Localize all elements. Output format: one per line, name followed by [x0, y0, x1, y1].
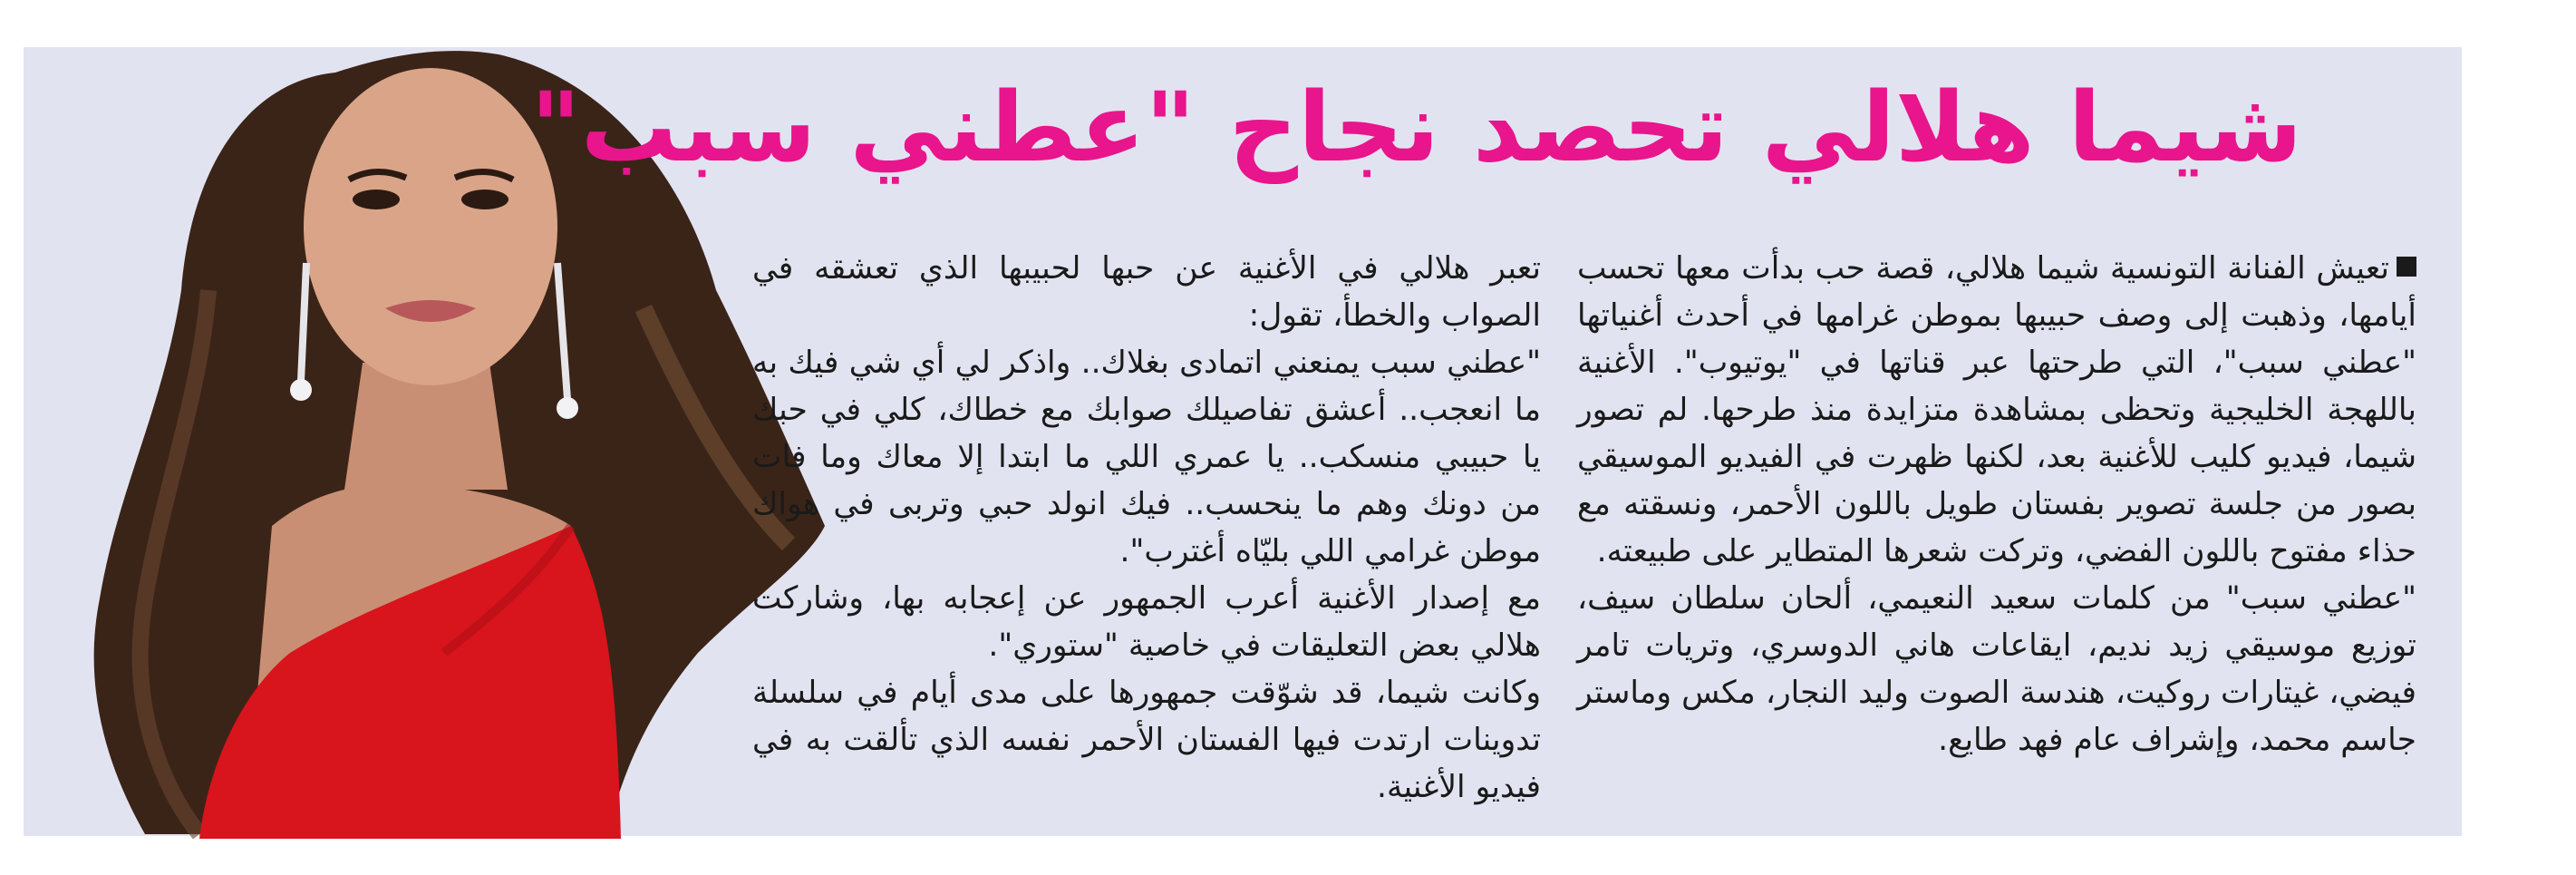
article-headline: شيما هلالي تحصد نجاح "عطني سبب": [530, 72, 2302, 183]
face: [304, 68, 557, 385]
article-column-right: [1577, 245, 2416, 763]
article-column-left: تعبر هلالي في الأغنية عن حبها لحبيبها الذي تعشقه في الصواب والخطأ، تقول: "عطني سبب يمنعني اتمادى بغلاك.. واذكر لي أي شي فيك به ما انعجب.. أعشق تفاصيلك صوابك مع خطاك، كلي في حبك يا حبيبي منسكب.. يا عمري اللي ما ابتدا إلا معاك وما فات من دونك وهم ما ينحسب.. فيك انولد حبي وتربى في هواك موطن غرامي اللي بليّاه أغترب". مع إصدار الأغنية أعرب الجمهور عن إعجابه بها، وشاركت هلالي بعض التعليقات في خاصية "ستوري". وكانت شيما، قد شوّقت جمهورها على مدى أيام في سلسلة تدوينات ارتدت فيها الفستان الأحمر نفسه الذي تألقت به في فيديو الأغنية.: [752, 250, 1541, 805]
bullet-marker: [2397, 257, 2416, 277]
column-right-text: تعيش الفنانة التونسية شيما هلالي، قصة حب بدأت معها تحسب أيامها، وذهبت إلى وصف حبيبها بموطن غرامها في أحدث أغنياتها "عطني سبب"، التي طرحتها عبر قناتها في "يوتيوب". الأغنية باللهجة الخليجية وتحظى بمشاهدة متزايدة منذ طرحها. لم تصور شيما، فيديو كليب للأغنية بعد، لكنها ظهرت في الفيديو الموسيقي بصور من جلسة تصوير بفستان طويل باللون الأحمر، ونسقته مع حذاء مفتوح باللون الفضي، وتركت شعرها المتطاير على طبيعته. "عطني سبب" من كلمات سعيد النعيمي، ألحان سلطان سيف، توزيع موسيقي زيد نديم، ايقاعات هاني الدوسري، وتريات تامر فيضي، غيتارات روكيت، هندسة الصوت وليد النجار، مكس وماستر جاسم محمد، وإشراف عام فهد طايع.: [1577, 250, 2416, 758]
